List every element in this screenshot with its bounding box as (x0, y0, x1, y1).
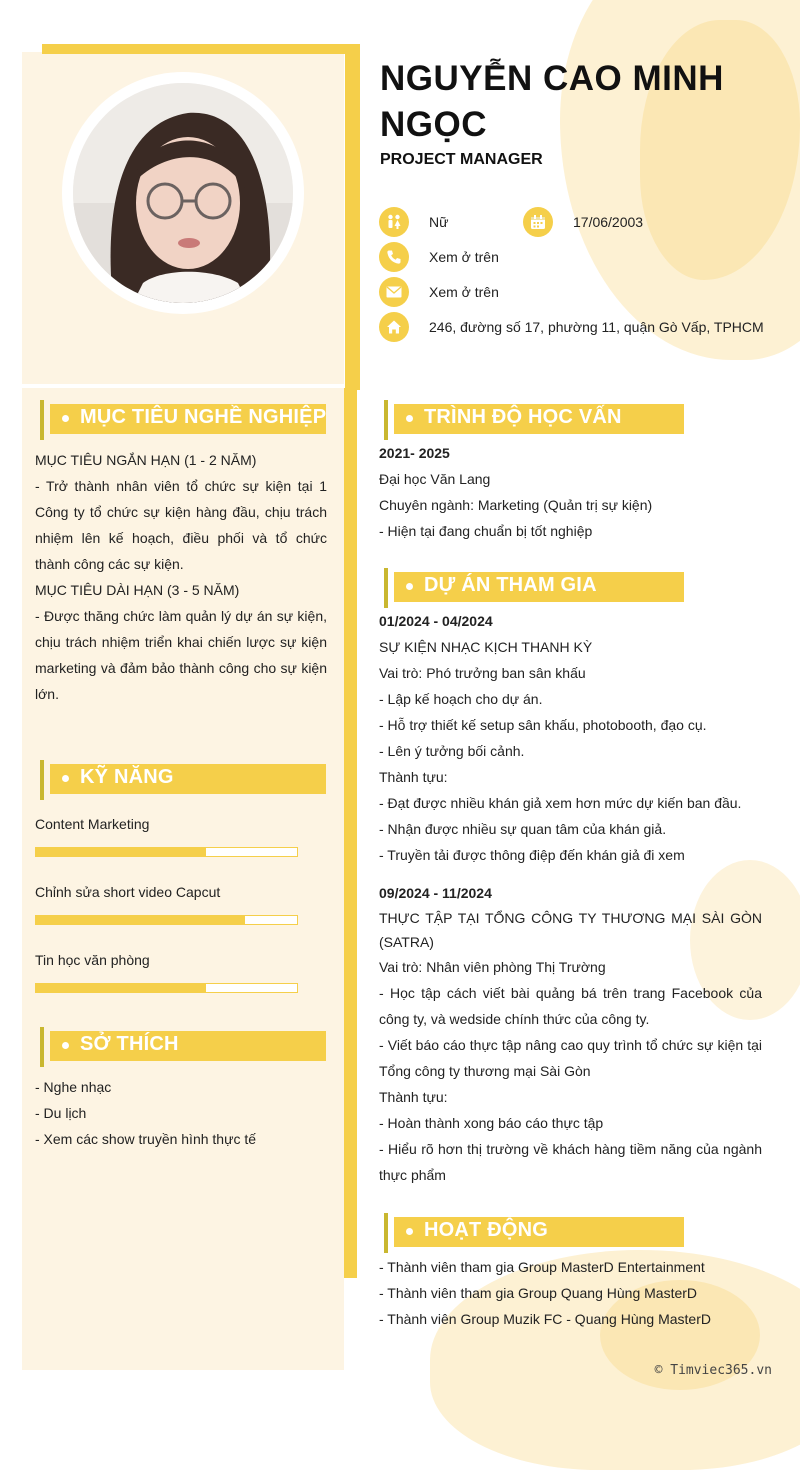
address-value: 246, đường số 17, phường 11, quận Gò Vấp, TPHCM (429, 319, 764, 335)
phone-value: Xem ở trên (429, 249, 499, 265)
email-icon (379, 277, 409, 307)
accent-bar-top (42, 44, 360, 54)
phone-icon (379, 242, 409, 272)
list-item: - Thành viên tham gia Group MasterD Entertainment (379, 1259, 705, 1275)
objective-heading (40, 400, 330, 434)
skill-level-bar (35, 847, 298, 857)
skills-heading (40, 760, 330, 794)
accent-bar-vertical-lower (344, 388, 357, 1278)
education-major: Chuyên ngành: Marketing (Quản trị sự kiện) (379, 497, 653, 513)
candidate-name: NGUYỄN CAO MINH NGỌC (380, 59, 724, 144)
avatar (73, 83, 293, 303)
project-line: Thành tựu: (379, 769, 448, 785)
home-icon (379, 312, 409, 342)
list-item: - Xem các show truyền hình thực tế (35, 1131, 257, 1147)
project-line: Vai trò: Phó trưởng ban sân khấu (379, 665, 586, 681)
project-period: 09/2024 - 11/2024 (379, 885, 492, 901)
objective-long-term-text: - Được thăng chức làm quản lý dự án sự kiện, chịu trách nhiệm triển khai chiến lược sự kiện marketing và đảm bảo thành công cho sự kiện lớn. (35, 608, 327, 702)
hobbies-title: SỞ THÍCH (80, 1033, 179, 1055)
activities-heading (384, 1213, 684, 1247)
project-line: - Truyền tải được thông điệp đến khán giả đi xem (379, 847, 685, 863)
objective-long-term-label: MỤC TIÊU DÀI HẠN (3 - 5 NĂM) (35, 582, 240, 598)
activities-list (379, 1254, 762, 1332)
project-line: - Đạt được nhiều khán giả xem hơn mức dự kiến ban đầu. (379, 795, 742, 811)
education-school: Đại học Văn Lang (379, 471, 491, 487)
project-line: - Lập kế hoạch cho dự án. (379, 691, 543, 707)
skill-level-fill (36, 984, 206, 992)
objective-short-term-text: - Trở thành nhân viên tổ chức sự kiện tại 1 Công ty tổ chức sự kiện hàng đầu, chịu trách nhiệm lên kế hoạch, điều phối và tổ chức thành công các sự kiện. (35, 478, 327, 572)
skills-title: KỸ NĂNG (80, 766, 174, 788)
project-line: Vai trò: Nhân viên phòng Thị Trường (379, 959, 606, 975)
activities-title: HOẠT ĐỘNG (424, 1219, 549, 1241)
project-line: - Hiểu rõ hơn thị trường về khách hàng tiềm năng của ngành thực phẩm (379, 1141, 762, 1183)
list-item: - Thành viên tham gia Group Quang Hùng MasterD (379, 1285, 698, 1301)
project-period: 01/2024 - 04/2024 (379, 613, 493, 629)
candidate-position: PROJECT MANAGER (380, 151, 543, 168)
project-line: Thành tựu: (379, 1089, 448, 1105)
education-status: - Hiện tại đang chuẩn bị tốt nghiệp (379, 523, 593, 539)
gender-icon (379, 207, 409, 237)
skill-level-fill (36, 916, 245, 924)
skill-level-bar (35, 983, 298, 993)
project-line: - Học tập cách viết bài quảng bá trên trang Facebook của công ty, và wedside chính thức của công ty. (379, 985, 762, 1027)
footer-credit: © Timviec365.vn (654, 1363, 772, 1378)
education-period: 2021- 2025 (379, 445, 450, 461)
objective-short-term-label: MỤC TIÊU NGẮN HẠN (1 - 2 NĂM) (35, 452, 257, 468)
project-entry-1 (379, 608, 762, 868)
project-line: - Nhận được nhiều sự quan tâm của khán giả. (379, 821, 667, 837)
list-item: - Nghe nhạc (35, 1079, 112, 1095)
skill-label: Tin học văn phòng (35, 952, 150, 968)
projects-heading (384, 568, 684, 602)
skill-level-bar (35, 915, 298, 925)
skill-label: Chỉnh sửa short video Capcut (35, 884, 221, 900)
project-line: - Hoàn thành xong báo cáo thực tập (379, 1115, 604, 1131)
education-heading (384, 400, 684, 434)
birthdate-value: 17/06/2003 (573, 214, 644, 230)
email-value: Xem ở trên (429, 284, 499, 300)
project-line: THỰC TẬP TẠI TỔNG CÔNG TY THƯƠNG MẠI SÀI GÒN (SATRA) (379, 910, 762, 950)
hobbies-heading (40, 1027, 330, 1061)
accent-bar-vertical (345, 44, 360, 390)
project-entry-2 (379, 880, 762, 1188)
project-line: - Viết báo cáo thực tập nâng cao quy trình tổ chức sự kiện tại Tổng công ty thương mại Sài Gòn (379, 1037, 762, 1079)
project-line: SỰ KIỆN NHẠC KỊCH THANH KỲ (379, 639, 593, 655)
project-line: - Lên ý tưởng bối cảnh. (379, 743, 525, 759)
gender-value: Nữ (429, 214, 449, 230)
hobbies-list (35, 1074, 327, 1152)
education-text (379, 440, 762, 544)
education-title: TRÌNH ĐỘ HỌC VẤN (424, 406, 622, 428)
skill-label: Content Marketing (35, 816, 150, 832)
objective-text (35, 447, 327, 707)
calendar-icon (523, 207, 553, 237)
project-line: - Hỗ trợ thiết kế setup sân khấu, photobooth, đạo cụ. (379, 717, 707, 733)
skill-level-fill (36, 848, 206, 856)
objective-title: MỤC TIÊU NGHỀ NGHIỆP (80, 406, 327, 428)
projects-title: DỰ ÁN THAM GIA (424, 574, 597, 596)
list-item: - Du lịch (35, 1105, 87, 1121)
panel-separator (22, 384, 344, 388)
list-item: - Thành viên Group Muzik FC - Quang Hùng MasterD (379, 1311, 711, 1327)
